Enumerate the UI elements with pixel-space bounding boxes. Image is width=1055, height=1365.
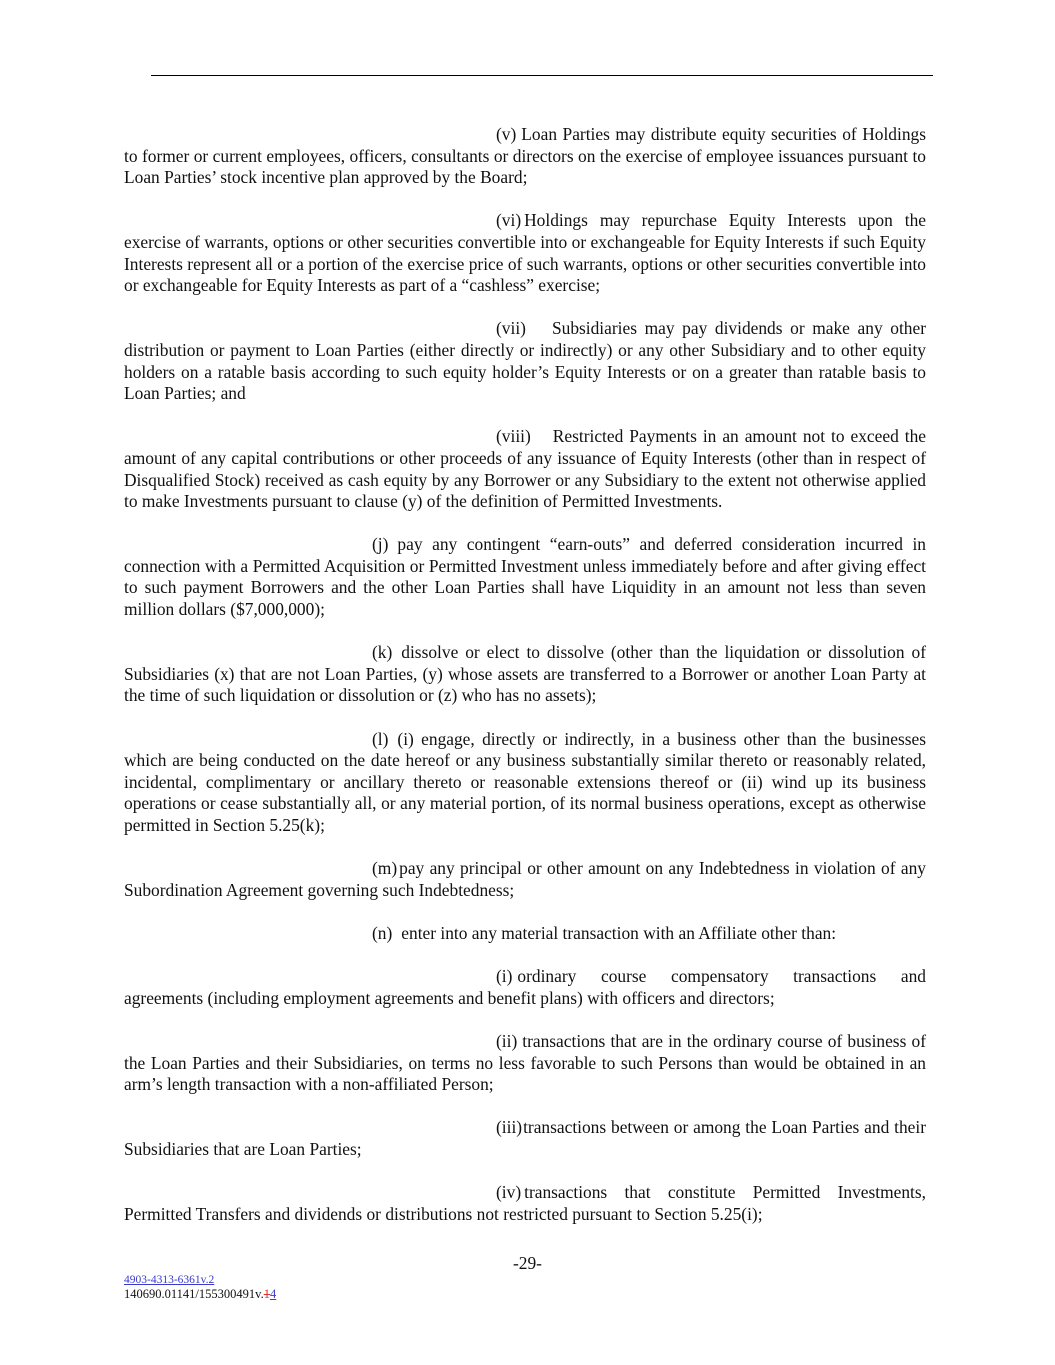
clause-l [124, 729, 926, 837]
clause-m [124, 858, 926, 901]
clause-viii [124, 426, 926, 512]
clause-label: (iv) [496, 1182, 522, 1203]
header-rule [151, 75, 933, 76]
clause-j [124, 534, 926, 620]
clause-text: pay any contingent “earn-outs” and deferred consideration incurred in connection with a Permitted Acquisition or Permitted Investment unless immediately before and after giving effect to such payment Borrowers and the other Loan Parties shall have Liquidity in an amount not less than seven million dollars ($7,000,000); [124, 534, 926, 620]
clause-label: (m) [372, 858, 398, 879]
deleted-version: 1 [263, 1287, 270, 1301]
clause-text: transactions between or among the Loan Parties and their Subsidiaries that are Loan Parties; [124, 1117, 926, 1159]
clause-text: Holdings may repurchase Equity Interests upon the exercise of warrants, options or other securities convertible into or exchangeable for Equity Interests if such Equity Interests represent all or a portion of the exercise price of such warrants, options or other securities convertible into or exchangeable for Equity Interests as part of a “cashless” exercise; [124, 210, 926, 296]
clause-vi [124, 210, 926, 296]
clause-text: Loan Parties may distribute equity securities of Holdings to former or current employees, officers, consultants or directors on the exercise of employee issuances pursuant to Loan Parties’ stock incentive plan approved by the Board; [124, 124, 926, 188]
page-number: -29- [513, 1253, 542, 1273]
clause-text: Restricted Payments in an amount not to exceed the amount of any capital contributions or other proceeds of any issuance of Equity Interests (other than in respect of Disqualified Stock) received as cash equity by any Borrower or any Subsidiary to the extent not otherwise applied to make Investments pursuant to clause (y) of the definition of Permitted Investments. [124, 426, 926, 512]
document-body [124, 124, 926, 1247]
clause-text: (i) engage, directly or indirectly, in a business other than the businesses which are being conducted on the date hereof or any business substantially similar thereto or reasonably related, incidental, complimentary or ancillary thereto or reasonable extensions thereof or (ii) wind up its business operations or cease substantially all, or any material portion, of its normal business operations, except as otherwise permitted in Section 5.25(k); [124, 728, 926, 835]
clause-text: enter into any material transaction with an Affiliate other than: [401, 922, 837, 943]
clause-vii [124, 318, 926, 404]
clause-n-iv [124, 1182, 926, 1225]
clause-text: ordinary course compensatory transactions and agreements (including employment agreements and benefit plans) with officers and directors; [124, 966, 926, 1008]
clause-text: Subsidiaries may pay dividends or make any other distribution or payment to Loan Parties (either directly or indirectly) or any other Subsidiary and to other equity holders on a ratable basis according to such equity holder’s Equity Interests or on a greater than ratable basis to Loan Parties; and [124, 318, 926, 404]
clause-label: (v) [496, 124, 517, 144]
clause-label: (viii) [496, 426, 531, 447]
clause-label: (iii) [496, 1117, 523, 1138]
clause-text: pay any principal or other amount on any Indebtedness in violation of any Subordination Agreement governing such Indebtedness; [124, 858, 926, 900]
clause-text: transactions that constitute Permitted Investments, Permitted Transfers and dividends or distributions not restricted pursuant to Section 5.25(i); [124, 1182, 926, 1224]
clause-label: (j) [372, 534, 389, 555]
footer-doc-ids [124, 1273, 276, 1301]
clause-k [124, 642, 926, 707]
clause-n-iii [124, 1117, 926, 1160]
clause-text: transactions that are in the ordinary course of business of the Loan Parties and their Subsidiaries, on terms no less favorable to such Persons than would be obtained in an arm’s length transaction with a non-affiliated Person; [124, 1030, 926, 1095]
clause-label: (l) [372, 728, 389, 749]
clause-label: (vii) [496, 318, 526, 339]
old-document-id [124, 1287, 276, 1301]
inserted-version: 4 [269, 1287, 277, 1301]
clause-n-ii [124, 1031, 926, 1096]
old-document-id-prefix: 140690.01141/155300491v. [124, 1287, 264, 1301]
clause-v [124, 124, 926, 189]
clause-label: (vi) [496, 210, 522, 231]
clause-text: dissolve or elect to dissolve (other than the liquidation or dissolution of Subsidiaries (x) that are not Loan Parties, (y) whose assets are transferred to a Borrower or another Loan Party at the time of such liquidation or dissolution or (z) who has no assets); [124, 642, 926, 706]
clause-label: (i) [496, 966, 513, 987]
clause-n-i [124, 966, 926, 1009]
clause-label: (n) [372, 922, 393, 943]
clause-n [124, 923, 926, 945]
clause-label: (k) [372, 642, 393, 663]
new-document-id: 4903-4313-6361v.2 [124, 1274, 215, 1286]
clause-label: (ii) [496, 1030, 518, 1051]
